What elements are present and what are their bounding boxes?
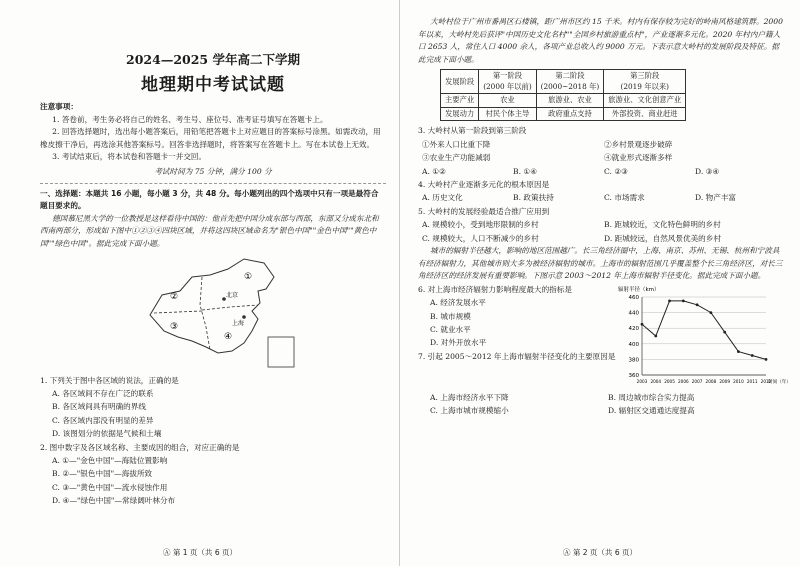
notice-1: 1. 答卷前，考生务必将自己的姓名、考生号、座位号、准考证号填写在答题卡上。	[52, 114, 328, 124]
chart-ylabel: 辐射半径（km）	[618, 286, 660, 293]
stage-table	[440, 69, 686, 121]
notice-heading: 注意事项：	[40, 102, 78, 111]
table-cell: 政府重点支持	[536, 107, 604, 121]
chart-point	[668, 299, 671, 302]
map-label-3: ③	[170, 321, 179, 332]
q2-option-c[interactable]: C. ③—"黄色中国"—流水侵蚀作用	[52, 482, 168, 492]
table-head-1: 第一阶段 (2000 年以前)	[479, 70, 536, 94]
map-label-2: ②	[170, 291, 179, 302]
q1-option-d[interactable]: D. 该图划分的依据是气候和土壤	[52, 429, 162, 439]
q4-option-c[interactable]: C. 市场需求	[604, 193, 645, 203]
chart-point	[709, 311, 712, 314]
chart-xtick-label: 2012	[760, 378, 772, 384]
q6-option-d[interactable]: D. 对外开放水平	[430, 338, 487, 348]
q1-option-b[interactable]: B. 各区域间具有明确的界线	[52, 402, 146, 412]
passage-2: 大岭村位于广州市番禺区石楼镇，距广州市区约 15 千米。村内有保存较为完好的岭南风格建筑群。2000 年以来，大岭村先后获评"中国历史文化名村""全国乡村旅游重点村"，产业逐渐多元化。2020 年村内户籍人口 2653 人，常住人口 4000 余人，各项产业总收入约 9000 万元。下表示意大岭村的发展阶段及特征。据此完成下面小题。	[418, 17, 783, 64]
q7-option-d[interactable]: D. 辐射区交通通达度提高	[608, 406, 695, 416]
table-cell: 主要产业	[441, 94, 479, 108]
table-cell: 发展动力	[441, 107, 479, 121]
q3-option-a[interactable]: A. ①②	[422, 166, 446, 176]
q3-stem: 3. 大岭村从第一阶段到第三阶段	[418, 126, 527, 136]
table-row	[441, 107, 686, 121]
chart-ytick-label: 440	[628, 310, 639, 317]
table-head-0: 发展阶段	[441, 70, 479, 94]
page-2-footer: Ⓐ 第 2 页（共 6 页）	[563, 548, 637, 557]
q6-stem: 6. 对上海市经济辐射力影响程度最大的指标是	[418, 284, 572, 294]
q2-option-d[interactable]: D. ④—"绿色中国"—常绿阔叶林分布	[52, 496, 176, 506]
page-1-footer: Ⓐ 第 1 页（共 6 页）	[163, 548, 237, 557]
chart-point	[723, 331, 726, 334]
chart-xtick-label: 2009	[719, 378, 731, 384]
q3-item-3: ③农业生产功能减弱	[422, 153, 491, 163]
q5-option-a[interactable]: A. 规模较小，受到地形限制的乡村	[422, 220, 539, 230]
chart-point	[641, 323, 644, 326]
footer-logo-icon: Ⓐ	[563, 548, 573, 557]
map-label-shanghai: 上海	[232, 319, 245, 327]
q4-option-b[interactable]: B. 政策扶持	[513, 193, 554, 203]
region-boundary-ns	[202, 305, 258, 310]
chart-xtick-label: 2007	[691, 378, 703, 384]
chart-ytick-label: 460	[628, 294, 639, 301]
q2-option-b[interactable]: B. ②—"银色中国"—海拔所致	[52, 469, 153, 479]
page-2	[400, 0, 800, 566]
south-sea-inset	[268, 337, 294, 367]
table-row	[441, 94, 686, 108]
notice-2: 2. 回答选择题时，选出每小题答案后，用铅笔把答题卡上对应题目的答案标号涂黑。如需改动，用橡皮擦干净后，再选涂其他答案标号。回答非选择题时，将答案写在答题卡上。写在本试卷上无效。	[40, 127, 381, 149]
chart-xtick-label: 2008	[705, 378, 717, 384]
q5-option-c[interactable]: C. 规模较大，人口不断减少的乡村	[422, 233, 539, 243]
chart-series-line	[642, 301, 766, 360]
table-cell: 外部投资、商业赶进	[604, 107, 686, 121]
table-cell: 旅游业、农业	[536, 94, 604, 108]
q1-option-a[interactable]: A. 各区域间不存在广泛的联系	[52, 388, 154, 398]
q4-stem: 4. 大岭村产业逐渐多元化的根本原因是	[418, 180, 550, 189]
table-row	[441, 70, 686, 94]
q3-option-c[interactable]: C. ②③	[604, 166, 628, 176]
chart-xlabel: 时间（年）	[768, 379, 791, 385]
chart-xtick-label: 2006	[677, 378, 689, 384]
q3-item-4: ④就业形式逐渐多样	[604, 153, 673, 163]
q2-option-a[interactable]: A. ①—"金色中国"—海陆位置影响	[52, 455, 168, 465]
chart-xtick-label: 2011	[746, 378, 758, 384]
chart-point	[765, 358, 768, 361]
q4-option-a[interactable]: A. 历史文化	[422, 193, 463, 203]
q7-option-c[interactable]: C. 上海市城市规模缩小	[430, 406, 509, 416]
title-line: 2024—2025 学年高二下学期	[126, 52, 300, 67]
passage-3: 城市的辐射半径越大，影响的地区范围越广。长三角经济圈中，上海、南京、苏州、无锡、杭州和宁波具有经济辐射力，其他城市则大多为被经济辐射的城市。上海市的辐射范围几乎覆盖整个长三角经济区，对长三角经济区的经济发展有重要影响。下图示意 2003～2012 年上海市辐射半径变化。据此完成下面小题。	[418, 246, 783, 281]
region-boundary-w	[154, 311, 202, 313]
china-outline	[150, 259, 274, 353]
q7-stem: 7. 引起 2005～2012 年上海市辐射半径变化的主要原因是	[418, 351, 616, 361]
chart-ytick-label: 400	[628, 341, 639, 348]
q5-option-d[interactable]: D. 距城较远，自然风景优美的乡村	[604, 233, 721, 243]
map-label-beijing: 北京	[226, 291, 239, 299]
passage-1: 德国慕尼黑大学的一位教授是这样看待中国的：他首先把中国分成东部与西部，东部又分成东北和西南两部分，形成如下图中①②③④四块区域，并将这四块区域命名为"银色中国""金色中国""黄色中国""绿色中国"。据此完成下面小题。	[40, 213, 379, 248]
region-boundary-ew	[200, 277, 210, 350]
q1-stem: 1. 下列关于图中各区域的说法，正确的是	[40, 375, 179, 385]
chart-point	[737, 350, 740, 353]
chart-xtick-label: 2010	[733, 378, 744, 384]
q7-option-b[interactable]: B. 周边城市综合实力提高	[608, 392, 695, 402]
chart-xtick-label: 2003	[636, 378, 648, 384]
q5-stem: 5. 大岭村的发展经验最适合推广应用到	[418, 206, 550, 216]
chart-point	[682, 299, 685, 302]
exam-title: 地理期中考试试题	[141, 75, 285, 95]
chart-ytick-label: 380	[628, 357, 639, 364]
table-head-3: 第三阶段 (2019 年以来)	[604, 70, 686, 94]
china-map	[140, 255, 300, 370]
chart-ytick-label: 360	[628, 372, 639, 379]
q3-option-b[interactable]: B. ①④	[513, 166, 538, 176]
q6-option-a[interactable]: A. 经济发展水平	[430, 298, 486, 308]
chart-point	[654, 334, 657, 337]
q2-stem: 2. 图中数字及各区域名称、主要成因的组合，对应正确的是	[40, 442, 240, 452]
chart-ytick-label: 420	[628, 326, 639, 333]
time-score: 考试时间为 75 分钟，满分 100 分	[154, 166, 272, 176]
q3-item-1: ①外来人口比重下降	[422, 139, 491, 149]
chart-point	[751, 354, 754, 357]
table-cell: 农业	[479, 94, 536, 108]
radius-chart	[616, 283, 791, 391]
shanghai-dot	[242, 315, 246, 319]
q7-option-a[interactable]: A. 上海市经济水平下降	[430, 392, 509, 402]
q3-item-2: ②乡村景观逐步破碎	[604, 139, 673, 149]
q6-option-c[interactable]: C. 就业水平	[430, 325, 471, 335]
q6-option-b[interactable]: B. 城市规模	[430, 311, 471, 321]
map-label-1: ①	[244, 271, 253, 282]
q1-option-c[interactable]: C. 各区域内部没有明显的差异	[52, 415, 154, 425]
q3-option-d[interactable]: D. ③④	[695, 166, 720, 176]
chart-xtick-label: 2005	[664, 378, 675, 384]
q4-option-d[interactable]: D. 物产丰富	[695, 193, 737, 203]
table-cell: 旅游业、文化创意产业	[604, 94, 686, 108]
section-one-heading: 一、选择题：本题共 16 小题，每小题 3 分，共 48 分。每小题列出的四个选项中只有一项是最符合题目要求的。	[40, 188, 379, 211]
footer-logo-icon: Ⓐ	[163, 548, 173, 557]
map-label-4: ④	[224, 331, 233, 342]
table-head-2: 第二阶段 (2000~2018 年)	[536, 70, 604, 94]
notice-3: 3. 考试结束后，将本试卷和答题卡一并交回。	[52, 152, 207, 162]
chart-xtick-label: 2004	[650, 378, 662, 384]
chart-point	[696, 303, 699, 306]
table-cell: 村民个体主导	[479, 107, 536, 121]
q5-option-b[interactable]: B. 距城较近，文化特色鲜明的乡村	[604, 220, 721, 230]
